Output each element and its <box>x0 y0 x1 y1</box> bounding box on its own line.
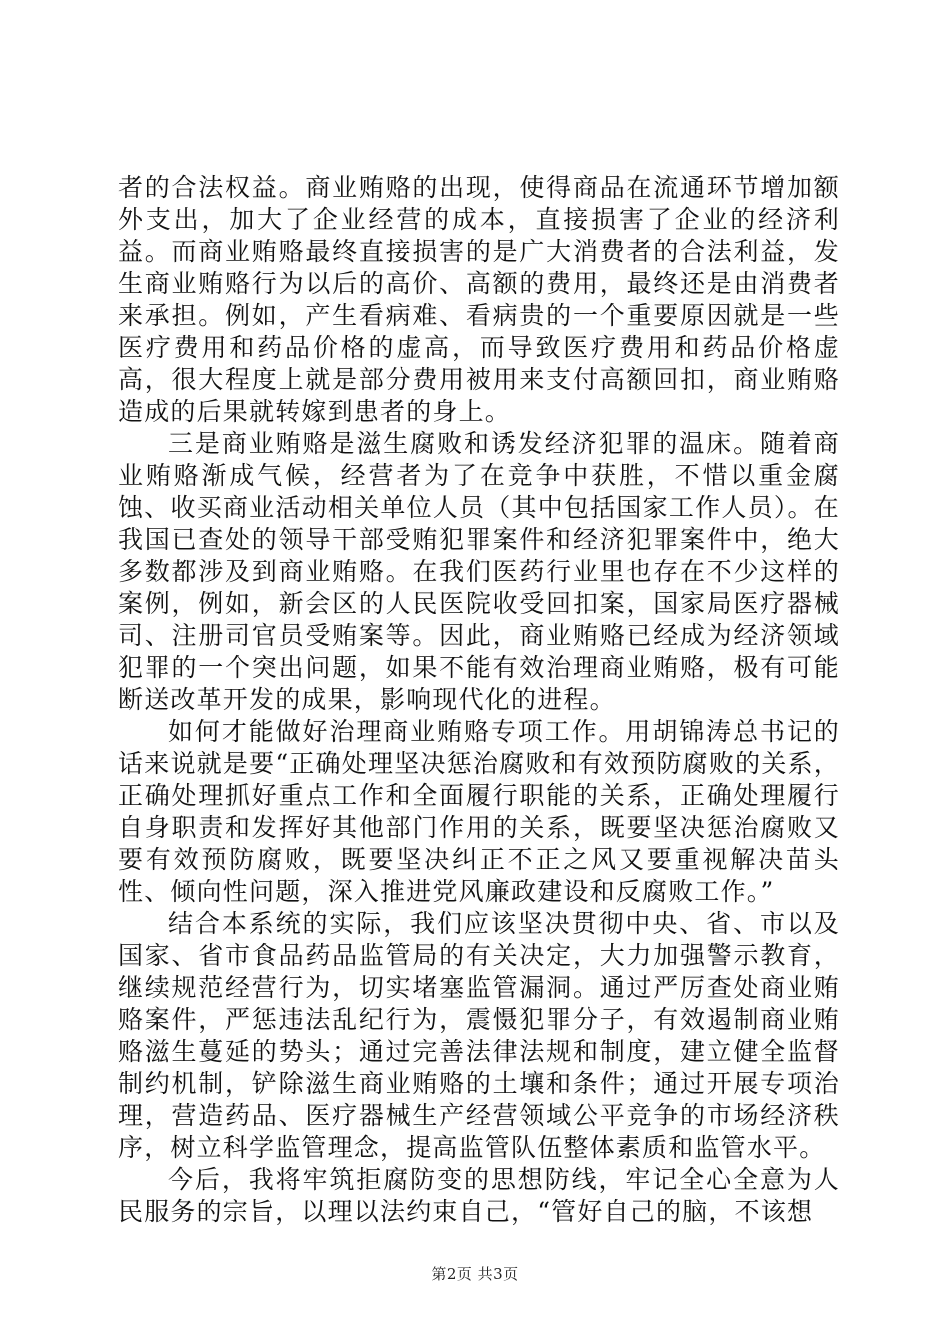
paragraph-future: 今后，我将牢筑拒腐防变的思想防线，牢记全心全意为人民服务的宗旨，以理以法约束自己，“管好自己的脑，不该想 <box>118 1165 840 1226</box>
document-body <box>118 172 840 1228</box>
page-footer <box>0 1264 950 1284</box>
paragraph-continuation: 者的合法权益。商业贿赂的出现，使得商品在流通环节增加额外支出，加大了企业经营的成本，直接损害了企业的经济利益。而商业贿赂最终直接损害的是广大消费者的合法利益，发生商业贿赂行为以后的高价、高额的费用，最终还是由消费者来承担。例如，产生看病难、看病贵的一个重要原因就是一些医疗费用和药品价格的虚高，而导致医疗费用和药品价格虚高，很大程度上就是部分费用被用来支付高额回扣，商业贿赂造成的后果就转嫁到患者的身上。 <box>118 173 840 426</box>
paragraph-how-to: 如何才能做好治理商业贿赂专项工作。用胡锦涛总书记的话来说就是要“正确处理坚决惩治腐败和有效预防腐败的关系，正确处理抓好重点工作和全面履行职能的关系，正确处理履行自身职责和发挥好其他部门作用的关系，既要坚决惩治腐败又要有效预防腐败，既要坚决纠正不正之风又要重视解决苗头性、倾向性问题，深入推进党风廉政建设和反腐败工作。” <box>118 717 840 906</box>
paragraph-point-three: 三是商业贿赂是滋生腐败和诱发经济犯罪的温床。随着商业贿赂渐成气候，经营者为了在竞争中获胜，不惜以重金腐蚀、收买商业活动相关单位人员（其中包括国家工作人员）。在我国已查处的领导干部受贿犯罪案件和经济犯罪案件中，绝大多数都涉及到商业贿赂。在我们医药行业里也存在不少这样的案例，例如，新会区的人民医院收受回扣案，国家局医疗器械司、注册司官员受贿案等。因此，商业贿赂已经成为经济领域犯罪的一个突出问题，如果不能有效治理商业贿赂，极有可能断送改革开发的成果，影响现代化的进程。 <box>118 429 840 714</box>
page-number-label: 第2页 共3页 <box>431 1265 519 1283</box>
paragraph-system-practice: 结合本系统的实际，我们应该坚决贯彻中央、省、市以及国家、省市食品药品监管局的有关决定，大力加强警示教育，继续规范经营行为，切实堵塞监管漏洞。通过严厉查处商业贿赂案件，严惩违法乱纪行为，震慑犯罪分子，有效遏制商业贿赂滋生蔓延的势头；通过完善法律法规和制度，建立健全监督制约机制，铲除滋生商业贿赂的土壤和条件；通过开展专项治理，营造药品、医疗器械生产经营领域公平竞争的市场经济秩序，树立科学监管理念，提高监管队伍整体素质和监管水平。 <box>118 909 840 1162</box>
